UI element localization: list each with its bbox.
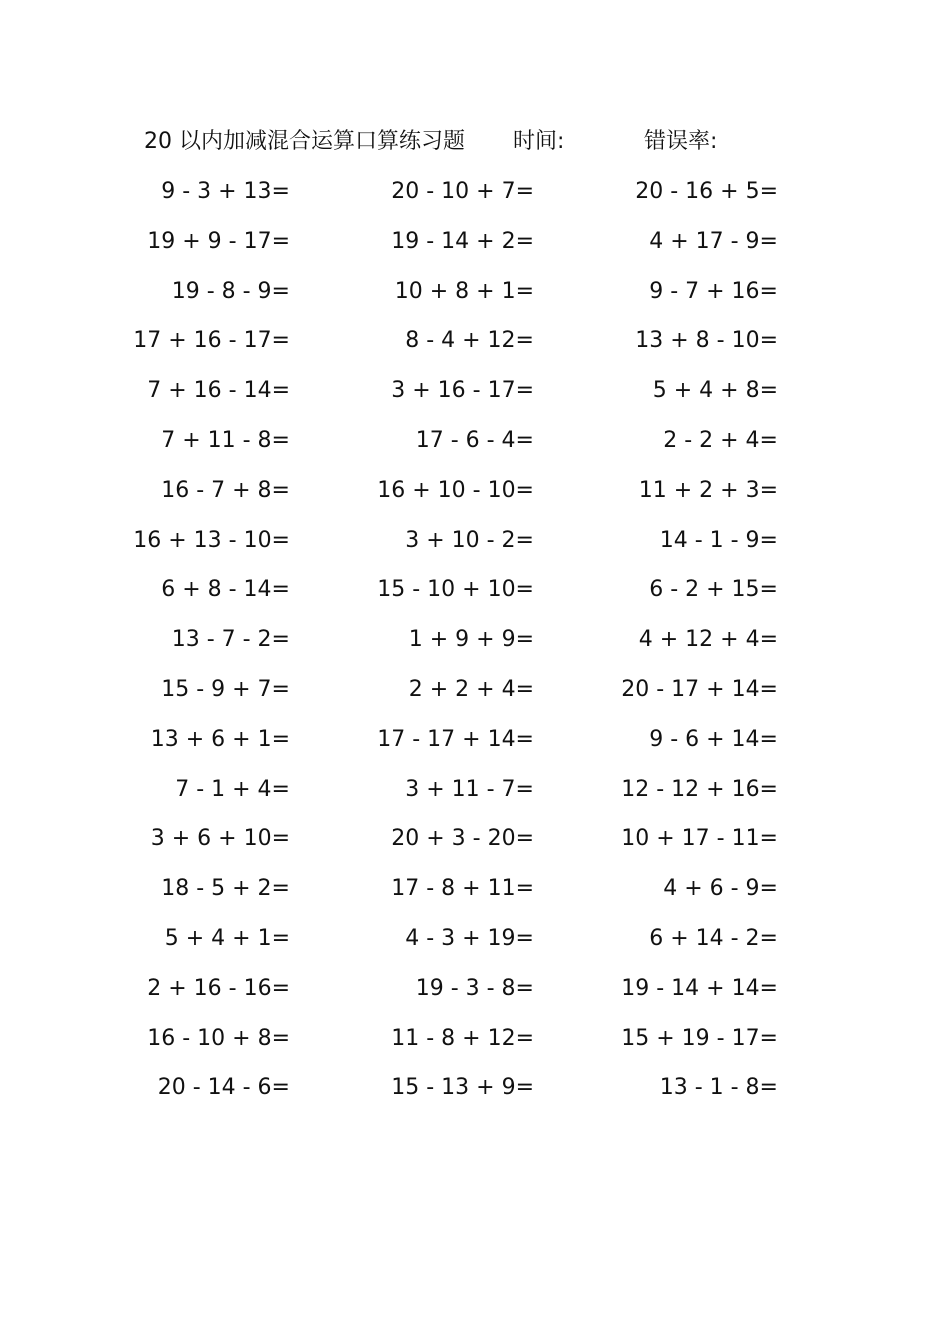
problem-item: 7 - 1 + 4= xyxy=(175,776,290,802)
problem-item: 11 - 8 + 12= xyxy=(391,1025,534,1051)
problem-item: 1 + 9 + 9= xyxy=(408,627,534,653)
problem-item: 5 + 4 + 8= xyxy=(652,378,778,404)
problem-row xyxy=(0,1019,950,1069)
problem-item: 11 + 2 + 3= xyxy=(638,477,778,503)
problem-row xyxy=(0,819,950,869)
problem-item: 2 + 2 + 4= xyxy=(408,676,534,702)
problem-item: 19 + 9 - 17= xyxy=(147,228,290,254)
problem-item: 4 + 17 - 9= xyxy=(649,228,778,254)
problem-item: 8 - 4 + 12= xyxy=(405,328,534,354)
problem-item: 15 - 9 + 7= xyxy=(161,676,290,702)
problem-item: 9 - 6 + 14= xyxy=(649,726,778,752)
problem-row xyxy=(0,969,950,1019)
problem-item: 16 + 10 - 10= xyxy=(377,477,534,503)
problem-item: 17 - 17 + 14= xyxy=(377,726,534,752)
problem-item: 3 + 11 - 7= xyxy=(405,776,534,802)
problem-item: 4 + 6 - 9= xyxy=(663,876,778,902)
problem-item: 20 - 14 - 6= xyxy=(157,1075,290,1101)
problem-item: 17 + 16 - 17= xyxy=(133,328,290,354)
problem-item: 16 + 13 - 10= xyxy=(133,527,290,553)
problem-row xyxy=(0,272,950,322)
problem-item: 13 + 8 - 10= xyxy=(635,328,778,354)
problem-item: 7 + 16 - 14= xyxy=(147,378,290,404)
problem-item: 17 - 8 + 11= xyxy=(391,876,534,902)
problem-item: 19 - 8 - 9= xyxy=(171,278,290,304)
problem-item: 7 + 11 - 8= xyxy=(161,427,290,453)
problem-item: 9 - 7 + 16= xyxy=(649,278,778,304)
problem-item: 20 - 16 + 5= xyxy=(635,179,778,204)
problem-row xyxy=(0,670,950,720)
problem-item: 6 + 8 - 14= xyxy=(161,577,290,603)
problem-item: 20 - 10 + 7= xyxy=(391,179,534,204)
problem-item: 13 - 7 - 2= xyxy=(171,627,290,653)
problem-item: 10 + 17 - 11= xyxy=(621,826,778,852)
problem-item: 5 + 4 + 1= xyxy=(164,925,290,951)
problem-item: 16 - 10 + 8= xyxy=(147,1025,290,1051)
problem-row xyxy=(0,620,950,670)
problem-row xyxy=(0,869,950,919)
problem-row xyxy=(0,919,950,969)
time-label: 时间: xyxy=(513,129,565,154)
problem-item: 14 - 1 - 9= xyxy=(659,527,778,553)
problem-item: 13 + 6 + 1= xyxy=(150,726,290,752)
problem-item: 4 + 12 + 4= xyxy=(638,627,778,653)
problem-item: 20 + 3 - 20= xyxy=(391,826,534,852)
problem-item: 3 + 6 + 10= xyxy=(150,826,290,852)
problem-item: 15 - 13 + 9= xyxy=(391,1075,534,1101)
problem-item: 16 - 7 + 8= xyxy=(161,477,290,503)
problem-item: 15 + 19 - 17= xyxy=(621,1025,778,1051)
problem-item: 18 - 5 + 2= xyxy=(161,876,290,902)
problem-grid xyxy=(0,172,950,1118)
problem-item: 12 - 12 + 16= xyxy=(621,776,778,802)
problem-item: 19 - 14 + 2= xyxy=(391,228,534,254)
problem-row xyxy=(0,720,950,770)
problem-row xyxy=(0,172,950,222)
problem-item: 2 + 16 - 16= xyxy=(147,975,290,1001)
problem-item: 20 - 17 + 14= xyxy=(621,676,778,702)
problem-row xyxy=(0,570,950,620)
problem-item: 4 - 3 + 19= xyxy=(405,925,534,951)
problem-item: 19 - 14 + 14= xyxy=(621,975,778,1001)
problem-item: 3 + 16 - 17= xyxy=(391,378,534,404)
problem-row xyxy=(0,321,950,371)
problem-item: 17 - 6 - 4= xyxy=(415,427,534,453)
problem-item: 10 + 8 + 1= xyxy=(394,278,534,304)
problem-item: 3 + 10 - 2= xyxy=(405,527,534,553)
problem-item: 6 - 2 + 15= xyxy=(649,577,778,603)
problem-row xyxy=(0,222,950,272)
error-rate-label: 错误率: xyxy=(644,129,718,154)
worksheet-header xyxy=(0,126,950,158)
worksheet-title: 20 以内加减混合运算口算练习题 xyxy=(144,129,465,154)
problem-row xyxy=(0,521,950,571)
problem-row xyxy=(0,421,950,471)
problem-row xyxy=(0,1068,950,1118)
problem-item: 6 + 14 - 2= xyxy=(649,925,778,951)
problem-item: 19 - 3 - 8= xyxy=(415,975,534,1001)
problem-row xyxy=(0,471,950,521)
problem-item: 2 - 2 + 4= xyxy=(663,427,778,453)
problem-row xyxy=(0,770,950,820)
problem-item: 13 - 1 - 8= xyxy=(659,1075,778,1101)
problem-row xyxy=(0,371,950,421)
problem-item: 15 - 10 + 10= xyxy=(377,577,534,603)
problem-item: 9 - 3 + 13= xyxy=(161,179,290,204)
